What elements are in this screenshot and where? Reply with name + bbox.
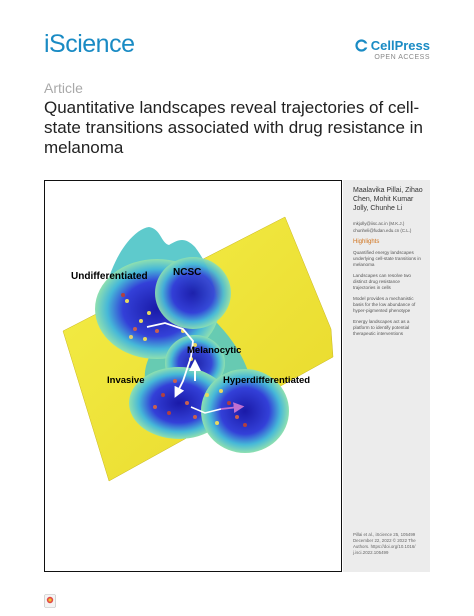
publisher-logo <box>355 38 430 61</box>
label-invasive: Invasive <box>107 375 145 386</box>
graphical-abstract <box>44 180 342 572</box>
check-for-updates-icon[interactable] <box>44 594 56 608</box>
landscape-figure <box>45 181 342 572</box>
publisher-name-row <box>355 38 430 53</box>
open-access-label: OPEN ACCESS <box>374 54 430 61</box>
cellpress-icon <box>355 39 368 52</box>
label-hyperdifferentiated: Hyperdifferentiated <box>223 375 311 386</box>
highlight-item: Model provides a mechanistic basis for the low abundance of hyper-pigmented phenotype <box>353 296 416 313</box>
label-undifferentiated: Undifferentiated <box>71 271 148 282</box>
article-type: Article <box>44 80 83 96</box>
highlight-item: Energy landscapes act as a platform to identify potential therapeutic interventions <box>353 319 410 336</box>
highlight-item: Landscapes can resolve two distinct drug resistance trajectories in cells <box>353 273 411 290</box>
article-title: Quantitative landscapes reveal trajectories of cell-state transitions associated with drug resistance in melanoma <box>44 98 423 157</box>
highlight-item: Quantified energy landscapes underlying cell-state transitions in melanoma <box>353 250 421 267</box>
label-melanocytic: Melanocytic <box>187 345 242 356</box>
journal-logo: iScience <box>44 30 135 58</box>
publisher-name: CellPress <box>370 38 430 53</box>
correspondence-emails[interactable]: mkjolly@iisc.ac.in (M.K.J.) chunheli@fudan.edu.cn (C.L.) <box>353 221 412 233</box>
highlights-heading: Highlights <box>353 239 380 245</box>
label-ncsc: NCSC <box>173 267 202 278</box>
citation[interactable]: Pillai et al., iScience 25, 105499 December 22, 2022 © 2022 The Authors. https://doi.org/10.1016/ j.isci.2022.105499 <box>353 532 416 555</box>
authors: Maalavika Pillai, Zihao Chen, Mohit Kumar Jolly, Chunhe Li <box>353 187 423 212</box>
sidebar <box>343 180 430 572</box>
